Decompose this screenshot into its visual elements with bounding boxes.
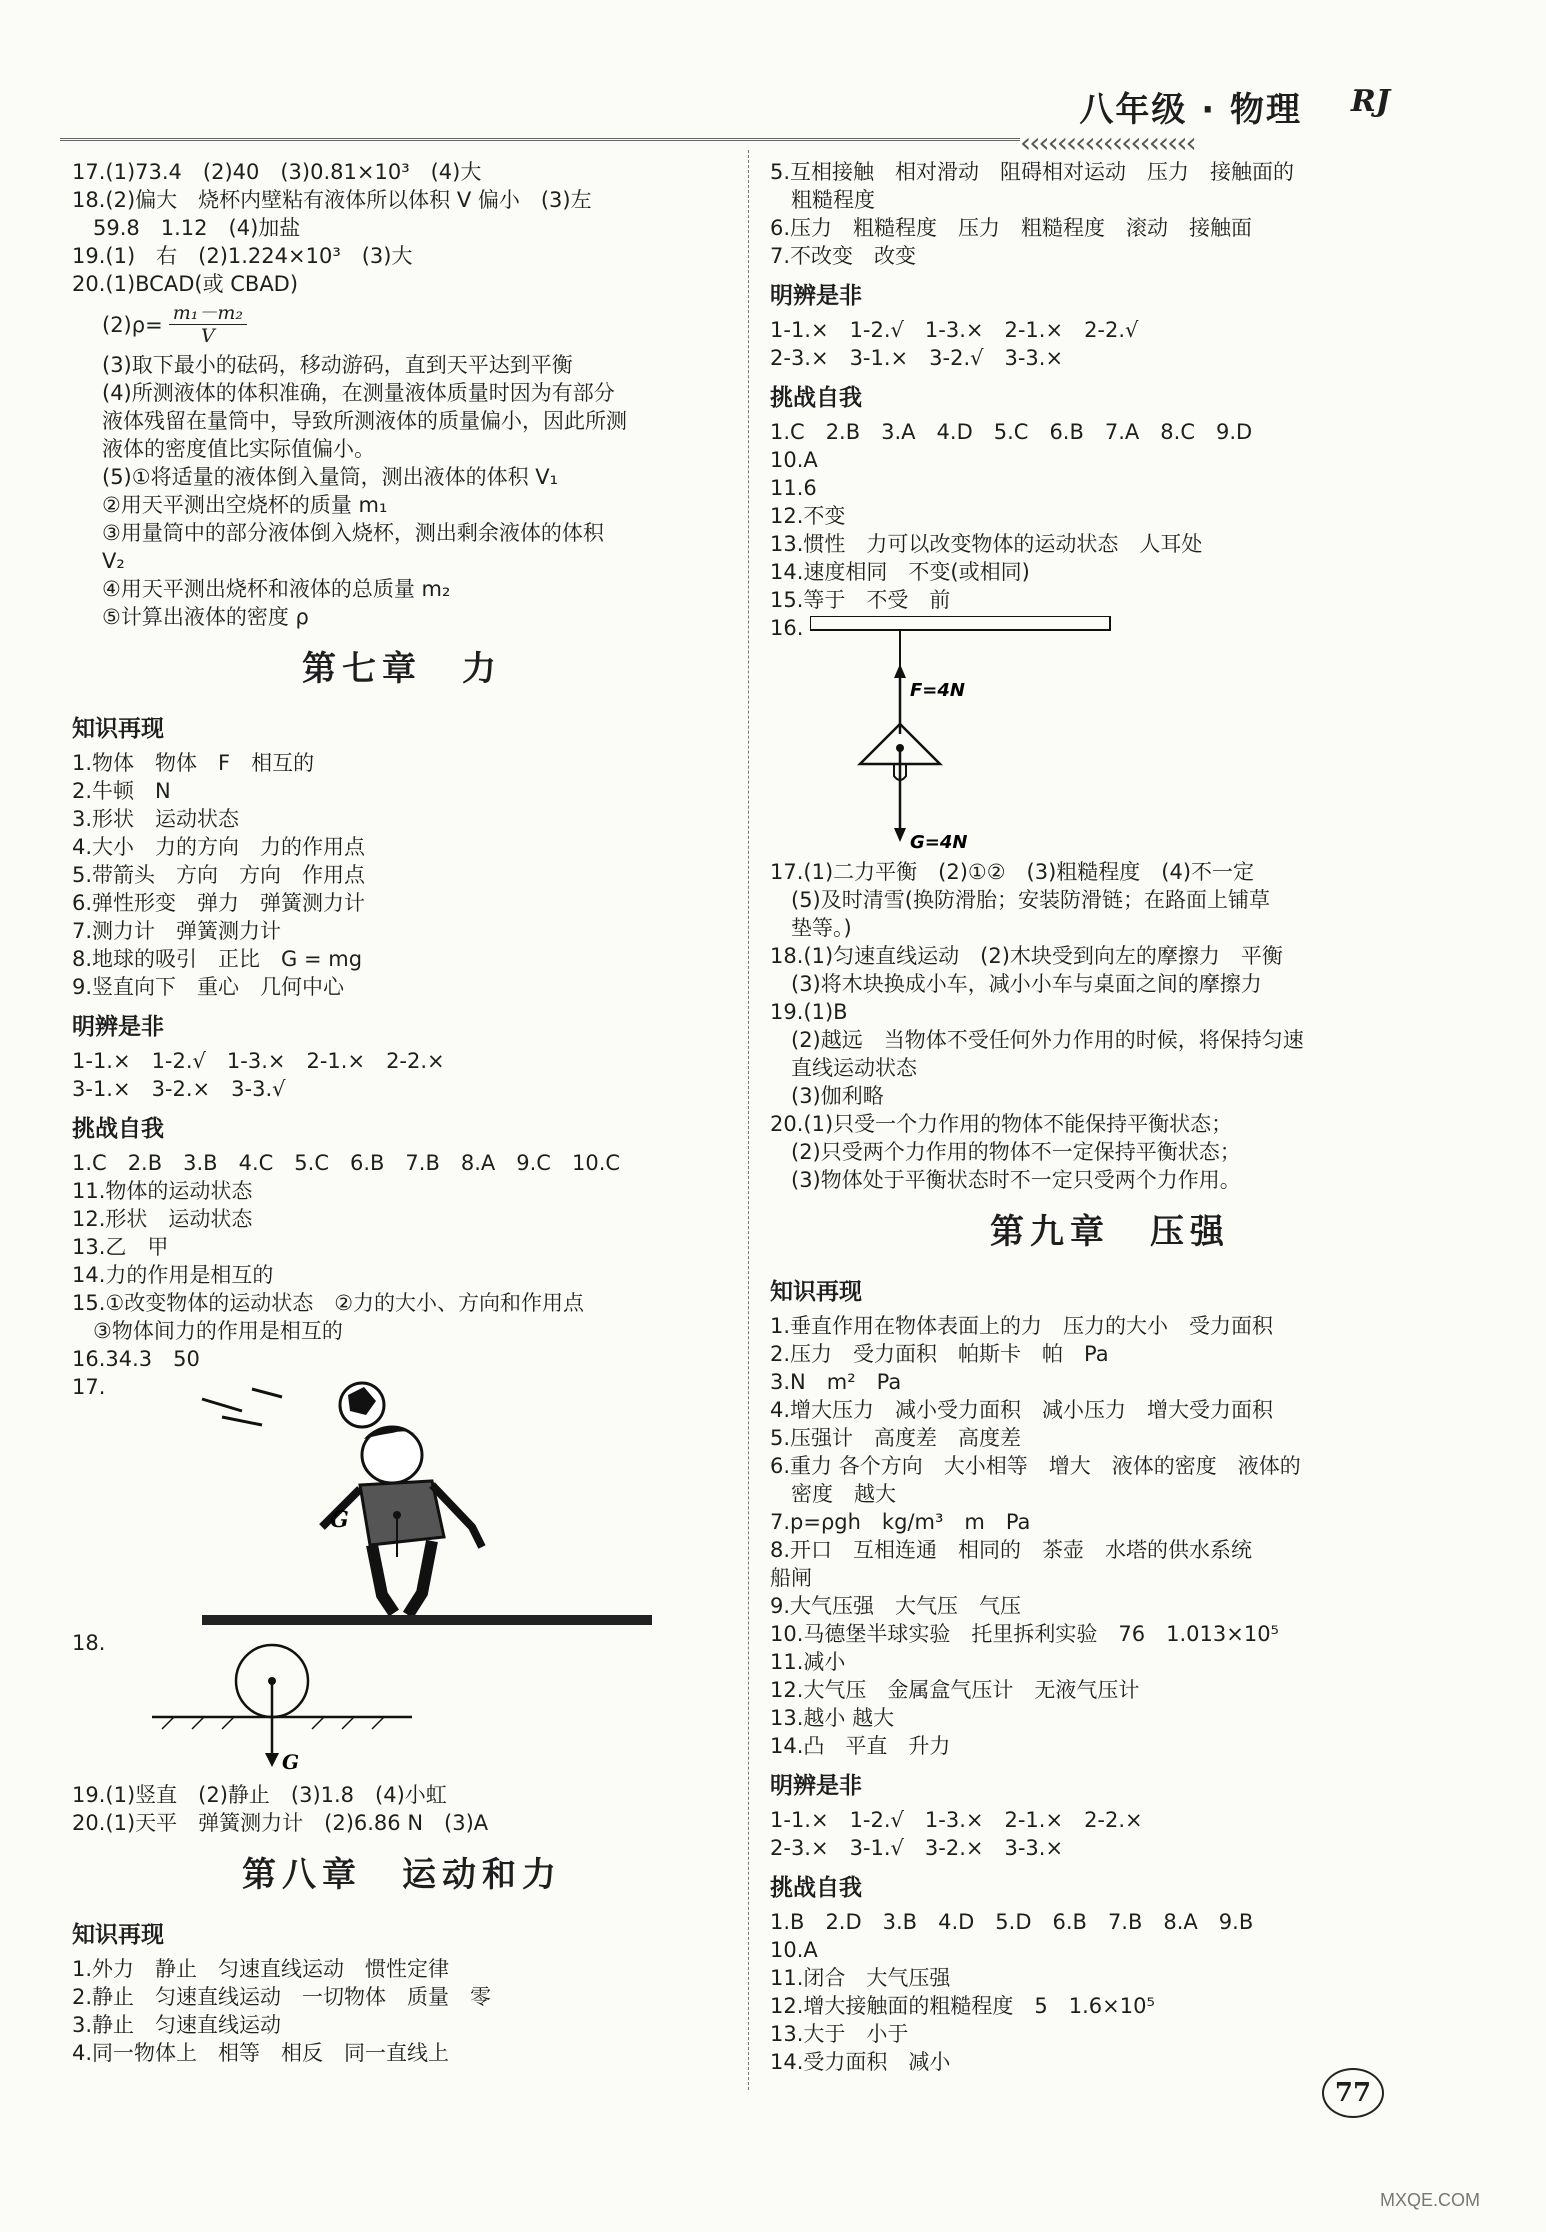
motion-line xyxy=(222,1417,262,1425)
answer-line: 1.物体 物体 F 相互的 xyxy=(72,751,315,775)
page-number: 77 xyxy=(1322,2068,1384,2118)
chapter-7-title: 第七章 力 xyxy=(302,649,502,689)
answer-line: 14.力的作用是相互的 xyxy=(72,1263,274,1287)
section-title: 挑战自我 xyxy=(770,385,862,411)
answer-line: 1.B 2.D 3.B 4.D 5.D 6.B 7.B 8.A 9.B xyxy=(770,1910,1254,1934)
answer-line: 13.越小 越大 xyxy=(770,1706,895,1730)
answer-line: 19.(1) 右 (2)1.224×10³ (3)大 xyxy=(72,244,413,268)
answer-line: 12.不变 xyxy=(770,504,846,528)
answer-line: 10.A xyxy=(770,1938,818,1962)
answer-line: 15.等于 不受 前 xyxy=(770,588,951,612)
answers-top-block xyxy=(72,158,732,298)
answer-line: 垫等。) xyxy=(770,916,852,940)
ch7-knowledge xyxy=(72,749,732,1001)
answer-line: 11.减小 xyxy=(770,1650,846,1674)
answer-line: ⑤计算出液体的密度 ρ xyxy=(102,605,309,629)
answer-line: 2-3.× 3-1.× 3-2.√ 3-3.× xyxy=(770,346,1064,370)
answer-line: 5.互相接触 相对滑动 阻碍相对运动 压力 接触面的 xyxy=(770,160,1295,184)
answer-line: (5)及时清雪(换防滑胎；安装防滑链；在路面上铺草 xyxy=(770,888,1270,912)
answer-line: 18.(1)匀速直线运动 (2)木块受到向左的摩擦力 平衡 xyxy=(770,944,1283,968)
answer-line: (3)取下最小的砝码，移动游码，直到天平达到平衡 xyxy=(102,353,573,377)
answer-line: 17. xyxy=(72,1375,106,1399)
watermark: MXQE.COM xyxy=(1380,2190,1481,2210)
answer-line: 20.(1)BCAD(或 CBAD) xyxy=(72,272,299,296)
column-divider xyxy=(748,150,749,2090)
answer-line: 10.马德堡半球实验 托里拆利实验 76 1.013×10⁵ xyxy=(770,1622,1279,1646)
answer-line: 6.弹性形变 弹力 弹簧测力计 xyxy=(72,891,366,915)
player-leg xyxy=(372,1545,394,1613)
answer-line: 13.惯性 力可以改变物体的运动状态 人耳处 xyxy=(770,532,1203,556)
answer-line: 19.(1)竖直 (2)静止 (3)1.8 (4)小虹 xyxy=(72,1783,447,1807)
answer-line: (2)只受两个力作用的物体不一定保持平衡状态； xyxy=(770,1140,1241,1164)
section-title: 挑战自我 xyxy=(72,1116,164,1142)
arrow-head xyxy=(894,664,906,678)
formula-denominator: V xyxy=(200,325,215,347)
answer-line: 14.凸 平直 升力 xyxy=(770,1734,951,1758)
header-rule xyxy=(60,138,1020,141)
answer-line: 12.形状 运动状态 xyxy=(72,1207,253,1231)
answer-line: 8.地球的吸引 正比 G = mg xyxy=(72,947,363,971)
page-header xyxy=(60,78,1420,159)
player-leg xyxy=(408,1541,432,1615)
motion-line xyxy=(202,1399,242,1411)
answer-line: 17.(1)73.4 (2)40 (3)0.81×10³ (4)大 xyxy=(72,160,482,184)
answer-line: 4.增大压力 减小受力面积 减小压力 增大受力面积 xyxy=(770,1398,1274,1422)
answer-line: 船闸 xyxy=(770,1566,812,1590)
answer-line: 7.不改变 改变 xyxy=(770,244,917,268)
answer-line: (3)将木块换成小车，减小小车与桌面之间的摩擦力 xyxy=(770,972,1262,996)
left-column xyxy=(72,158,732,2067)
answer-line: 13.乙 甲 xyxy=(72,1235,169,1259)
answer-line: 18.(2)偏大 烧杯内壁粘有液体所以体积 V 偏小 (3)左 xyxy=(72,188,592,212)
answer-line: 5.压强计 高度差 高度差 xyxy=(770,1426,1022,1450)
answer-line: (3)伽利略 xyxy=(770,1084,884,1108)
section-title: 明辨是非 xyxy=(72,1014,164,1040)
answer-line: 12.大气压 金属盒气压计 无液气压计 xyxy=(770,1678,1140,1702)
arrow-head xyxy=(894,828,906,842)
answer-line: 1.外力 静止 匀速直线运动 惯性定律 xyxy=(72,1957,450,1981)
gravity-label: G xyxy=(282,1750,300,1774)
answer-line: 4.大小 力的方向 力的作用点 xyxy=(72,835,366,859)
ceiling-bar xyxy=(810,616,1110,630)
answer-line: (4)所测液体的体积准确，在测量液体质量时因为有部分 xyxy=(102,381,615,405)
answer-line: 16.34.3 50 xyxy=(72,1347,200,1371)
section-title: 知识再现 xyxy=(770,1279,862,1305)
answer-line: 9.大气压强 大气压 气压 xyxy=(770,1594,1022,1618)
section-title: 明辨是非 xyxy=(770,1773,862,1799)
answer-line: 1.垂直作用在物体表面上的力 压力的大小 受力面积 xyxy=(770,1314,1274,1338)
answer-line: 2-3.× 3-1.√ 3-2.× 3-3.× xyxy=(770,1836,1064,1860)
answer-line: ②用天平测出空烧杯的质量 m₁ xyxy=(102,493,388,517)
player-torso xyxy=(360,1481,444,1545)
gravity-label: G xyxy=(330,1507,349,1533)
answer-line: 6.压力 粗糙程度 压力 粗糙程度 滚动 接触面 xyxy=(770,216,1253,240)
figure-17-player-heading-ball xyxy=(182,1377,662,1627)
answer-line: ④用天平测出烧杯和液体的总质量 m₂ xyxy=(102,577,451,601)
chapter-9-title: 第九章 压强 xyxy=(990,1212,1230,1252)
answer-line: 1-1.× 1-2.√ 1-3.× 2-1.× 2-2.√ xyxy=(770,318,1139,342)
answers-after-formula xyxy=(72,351,732,631)
answer-line: 20.(1)只受一个力作用的物体不能保持平衡状态； xyxy=(770,1112,1233,1136)
answer-line: 8.开口 互相连通 相同的 茶壶 水塔的供水系统 xyxy=(770,1538,1253,1562)
answer-line: 4.同一物体上 相等 相反 同一直线上 xyxy=(72,2041,450,2065)
answer-line: (5)①将适量的液体倒入量筒，测出液体的体积 V₁ xyxy=(102,465,559,489)
answer-line: 液体的密度值比实际值偏小。 xyxy=(102,437,375,461)
answer-line: 16. xyxy=(770,616,804,640)
section-title: 知识再现 xyxy=(72,1922,164,1948)
answer-line: 11.6 xyxy=(770,476,817,500)
answer-line: 7.p=ρgh kg/m³ m Pa xyxy=(770,1510,1031,1534)
figure-18-ball-on-ground xyxy=(132,1629,432,1779)
answer-line: 20.(1)天平 弹簧测力计 (2)6.86 N (3)A xyxy=(72,1811,489,1835)
answer-line: V₂ xyxy=(102,549,125,573)
figure-16-hanging-triangle xyxy=(810,616,1150,856)
formula-numerator: m₁－m₂ xyxy=(169,302,247,325)
right-column xyxy=(770,158,1450,2076)
answer-line: 7.测力计 弹簧测力计 xyxy=(72,919,282,943)
answer-line: ③用量筒中的部分液体倒入烧杯，测出剩余液体的体积 xyxy=(102,521,604,545)
section-title: 挑战自我 xyxy=(770,1875,862,1901)
answer-line: 1.C 2.B 3.B 4.C 5.C 6.B 7.B 8.A 9.C 10.C xyxy=(72,1151,621,1175)
ground xyxy=(202,1615,652,1625)
answer-line: 直线运动状态 xyxy=(770,1056,917,1080)
answer-line: (3)物体处于平衡状态时不一定只受两个力作用。 xyxy=(770,1168,1241,1192)
density-formula xyxy=(72,302,247,347)
answer-line: 14.受力面积 减小 xyxy=(770,2050,951,2074)
chapter-8-title: 第八章 运动和力 xyxy=(242,1855,562,1895)
header-title: 八年级 · 物理 xyxy=(1079,90,1302,130)
answer-line: 3.形状 运动状态 xyxy=(72,807,240,831)
answer-line: 15.①改变物体的运动状态 ②力的大小、方向和作用点 xyxy=(72,1291,585,1315)
answer-line: 2.压力 受力面积 帕斯卡 帕 Pa xyxy=(770,1342,1109,1366)
chevron-decoration-icon: ‹‹‹‹‹‹‹‹‹‹‹‹‹‹‹‹‹‹‹ xyxy=(1020,126,1195,159)
answer-line: 12.增大接触面的粗糙程度 5 1.6×10⁵ xyxy=(770,1994,1155,2018)
answer-line: 1-1.× 1-2.√ 1-3.× 2-1.× 2-2.× xyxy=(770,1808,1143,1832)
answer-line: 1.C 2.B 3.A 4.D 5.C 6.B 7.A 8.C 9.D xyxy=(770,420,1253,444)
ch7-challenge xyxy=(72,1149,732,1401)
answer-line: 3-1.× 3-2.× 3-3.√ xyxy=(72,1077,286,1101)
answer-line: 密度 越大 xyxy=(770,1482,896,1506)
answer-line: 3.N m² Pa xyxy=(770,1370,902,1394)
answer-line: 液体残留在量筒中，导致所测液体的质量偏小，因此所测 xyxy=(102,409,627,433)
answer-line: 6.重力 各个方向 大小相等 增大 液体的密度 液体的 xyxy=(770,1454,1301,1478)
answer-line: 10.A xyxy=(770,448,818,472)
section-title: 知识再现 xyxy=(72,716,164,742)
answer-line: 17.(1)二力平衡 (2)①② (3)粗糙程度 (4)不一定 xyxy=(770,860,1255,884)
answer-line: ③物体间力的作用是相互的 xyxy=(72,1319,343,1343)
answer-line: 19.(1)B xyxy=(770,1000,848,1024)
answer-line: 9.竖直向下 重心 几何中心 xyxy=(72,975,345,999)
motion-line xyxy=(252,1389,282,1397)
answer-line: 3.静止 匀速直线运动 xyxy=(72,2013,282,2037)
force-f-label: F=4N xyxy=(910,680,965,701)
answer-line: 13.大于 小于 xyxy=(770,2022,909,2046)
answer-line: 粗糙程度 xyxy=(770,188,875,212)
answer-line: 18. xyxy=(72,1631,106,1655)
answer-line: (2)越远 当物体不受任何外力作用的时候，将保持匀速 xyxy=(770,1028,1304,1052)
formula-fraction xyxy=(169,302,247,347)
answer-line: 2.牛顿 N xyxy=(72,779,171,803)
answer-line: 1-1.× 1-2.√ 1-3.× 2-1.× 2-2.× xyxy=(72,1049,445,1073)
answer-line: 14.速度相同 不变(或相同) xyxy=(770,560,1030,584)
arrow-head xyxy=(265,1753,279,1767)
formula-prefix: (2)ρ= xyxy=(102,312,163,337)
answer-line: 59.8 1.12 (4)加盐 xyxy=(72,216,301,240)
answer-line: 5.带箭头 方向 方向 作用点 xyxy=(72,863,366,887)
section-title: 明辨是非 xyxy=(770,283,862,309)
answer-line: 11.闭合 大气压强 xyxy=(770,1966,951,1990)
answer-line: 11.物体的运动状态 xyxy=(72,1179,253,1203)
answer-line: 2.静止 匀速直线运动 一切物体 质量 零 xyxy=(72,1985,492,2009)
force-g-label: G=4N xyxy=(910,832,968,853)
header-brand: RJ xyxy=(1350,84,1390,119)
